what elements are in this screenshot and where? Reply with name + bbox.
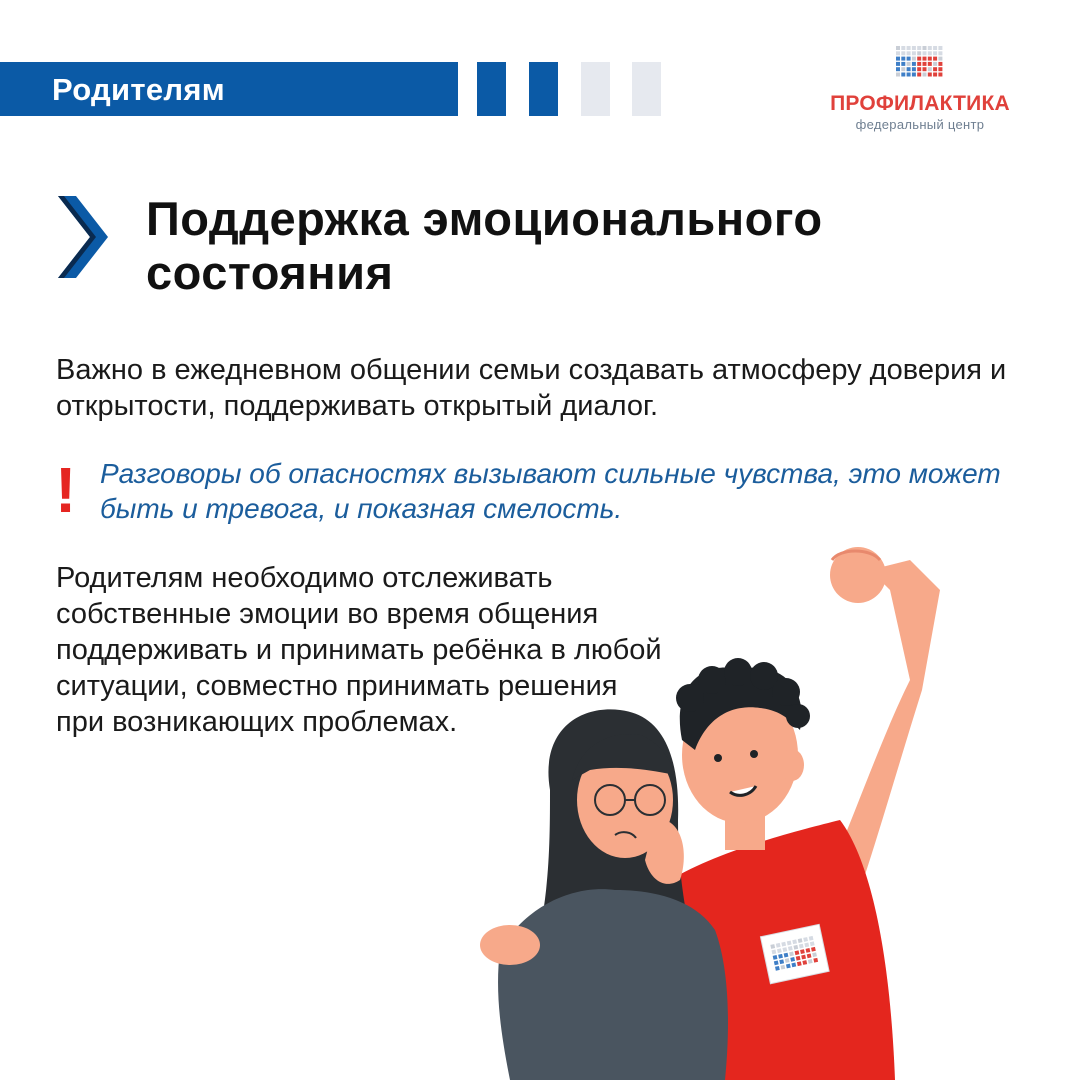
logo-pixel: [782, 947, 787, 952]
page-title: Поддержка эмоционального состояния: [146, 192, 823, 299]
logo-pixel: [938, 46, 942, 50]
logo-pixel: [907, 62, 911, 66]
logo-pixel: [923, 46, 927, 50]
logo-pixel: [928, 51, 932, 55]
logo-pixel: [917, 73, 921, 77]
logo-pixel: [907, 46, 911, 50]
logo-pixel: [907, 51, 911, 55]
logo-pixel: [907, 67, 911, 71]
logo-pixel: [784, 953, 789, 958]
logo-pixel: [901, 57, 905, 61]
decor-block: [632, 62, 661, 116]
logo-pixel: [933, 73, 937, 77]
logo-pixel: [785, 958, 790, 963]
logo-pixel: [907, 57, 911, 61]
logo-pixel: [901, 46, 905, 50]
logo-pixel: [928, 67, 932, 71]
logo-pixel: [796, 956, 801, 961]
logo-pixel: [923, 57, 927, 61]
logo-pixel: [795, 950, 800, 955]
logo-pixel: [896, 46, 900, 50]
logo-pixel: [781, 942, 786, 947]
woman-sweater: [498, 889, 728, 1080]
people-illustration: [440, 530, 1080, 1080]
logo-pixel: [896, 62, 900, 66]
logo-pixel: [917, 67, 921, 71]
logo-pixel: [809, 936, 814, 941]
chevron-right-icon: [54, 194, 110, 280]
logo: [810, 44, 1030, 136]
logo-pixel: [928, 62, 932, 66]
logo-pixel: [787, 941, 792, 946]
logo-pixel: [774, 961, 779, 966]
intro-paragraph: Важно в ежедневном общении семьи создавать атмосферу доверия и открытости, поддерживать открытый диалог.: [56, 354, 1007, 422]
logo-pixel: [896, 67, 900, 71]
logo-pixel: [938, 62, 942, 66]
logo-pixel: [806, 948, 811, 953]
logo-pixel: [812, 952, 817, 957]
decor-block: [477, 62, 506, 116]
logo-pixel: [896, 57, 900, 61]
logo-pixel: [776, 943, 781, 948]
logo-subtitle: федеральный центр: [855, 117, 985, 132]
logo-pixel: [912, 73, 916, 77]
logo-pixel: [912, 46, 916, 50]
logo-pixel: [907, 73, 911, 77]
logo-pixel: [912, 62, 916, 66]
logo-pixel: [923, 73, 927, 77]
logo-pixel: [923, 51, 927, 55]
logo-pixel: [933, 51, 937, 55]
logo-pixel: [804, 943, 809, 948]
logo-pixel: [896, 51, 900, 55]
logo-pixel: [799, 944, 804, 949]
logo-name: ПРОФИЛАКТИКА: [830, 92, 1010, 115]
logo-pixel: [933, 62, 937, 66]
logo-pixel: [780, 965, 785, 970]
logo-pixel: [938, 57, 942, 61]
logo-pixel: [779, 959, 784, 964]
logo-pixel: [923, 62, 927, 66]
logo-pixel: [786, 964, 791, 969]
logo-pixel: [912, 57, 916, 61]
logo-pixel: [801, 955, 806, 960]
logo-pixel: [917, 46, 921, 50]
logo-grid-icon: [896, 44, 944, 80]
logo-pixel: [800, 949, 805, 954]
logo-pixel: [901, 73, 905, 77]
logo-pixel: [797, 961, 802, 966]
logo-pixel: [802, 960, 807, 965]
logo-pixel: [917, 62, 921, 66]
logo-pixel: [798, 938, 803, 943]
logo-pixel: [772, 950, 777, 955]
logo-pixel: [775, 966, 780, 971]
logo-pixel: [938, 73, 942, 77]
logo-pixel: [933, 67, 937, 71]
logo-pixel: [933, 46, 937, 50]
logo-pixel: [777, 948, 782, 953]
logo-pixel: [778, 954, 783, 959]
logo-pixel: [901, 51, 905, 55]
logo-pixel: [770, 944, 775, 949]
logo-pixel: [938, 51, 942, 55]
logo-pixel: [791, 962, 796, 967]
decor-block: [529, 62, 558, 116]
logo-pixel: [917, 51, 921, 55]
logo-pixel: [789, 952, 794, 957]
decor-block: [581, 62, 610, 116]
logo-pixel: [912, 51, 916, 55]
warning-text: Разговоры об опасностях вызывают сильные чувства, это может быть и тревога, и показная смелость.: [100, 458, 1001, 524]
logo-pixel: [807, 954, 812, 959]
logo-pixel: [901, 62, 905, 66]
logo-pixel: [912, 67, 916, 71]
body-paragraph: Родителям необходимо отслеживать собственные эмоции во время общения поддерживать и принимать ребёнка в любой ситуации, совместно принимать решения при возникающих проблемах.: [56, 562, 662, 738]
section-label: Родителям: [52, 72, 226, 107]
logo-pixel: [896, 73, 900, 77]
logo-pixel: [803, 937, 808, 942]
logo-pixel: [810, 941, 815, 946]
logo-pixel: [788, 946, 793, 951]
exclamation-icon: !: [55, 454, 77, 526]
logo-pixel: [813, 958, 818, 963]
logo-pixel: [793, 945, 798, 950]
logo-pixel: [933, 57, 937, 61]
logo-pixel: [928, 46, 932, 50]
logo-pixel: [901, 67, 905, 71]
logo-pixel: [790, 957, 795, 962]
logo-pixel: [808, 959, 813, 964]
logo-pixel: [928, 57, 932, 61]
logo-pixel: [792, 939, 797, 944]
logo-pixel: [917, 57, 921, 61]
logo-pixel: [938, 67, 942, 71]
logo-pixel: [773, 955, 778, 960]
logo-pixel: [928, 73, 932, 77]
logo-pixel: [811, 947, 816, 952]
section-banner: [0, 62, 458, 116]
logo-pixel: [923, 67, 927, 71]
